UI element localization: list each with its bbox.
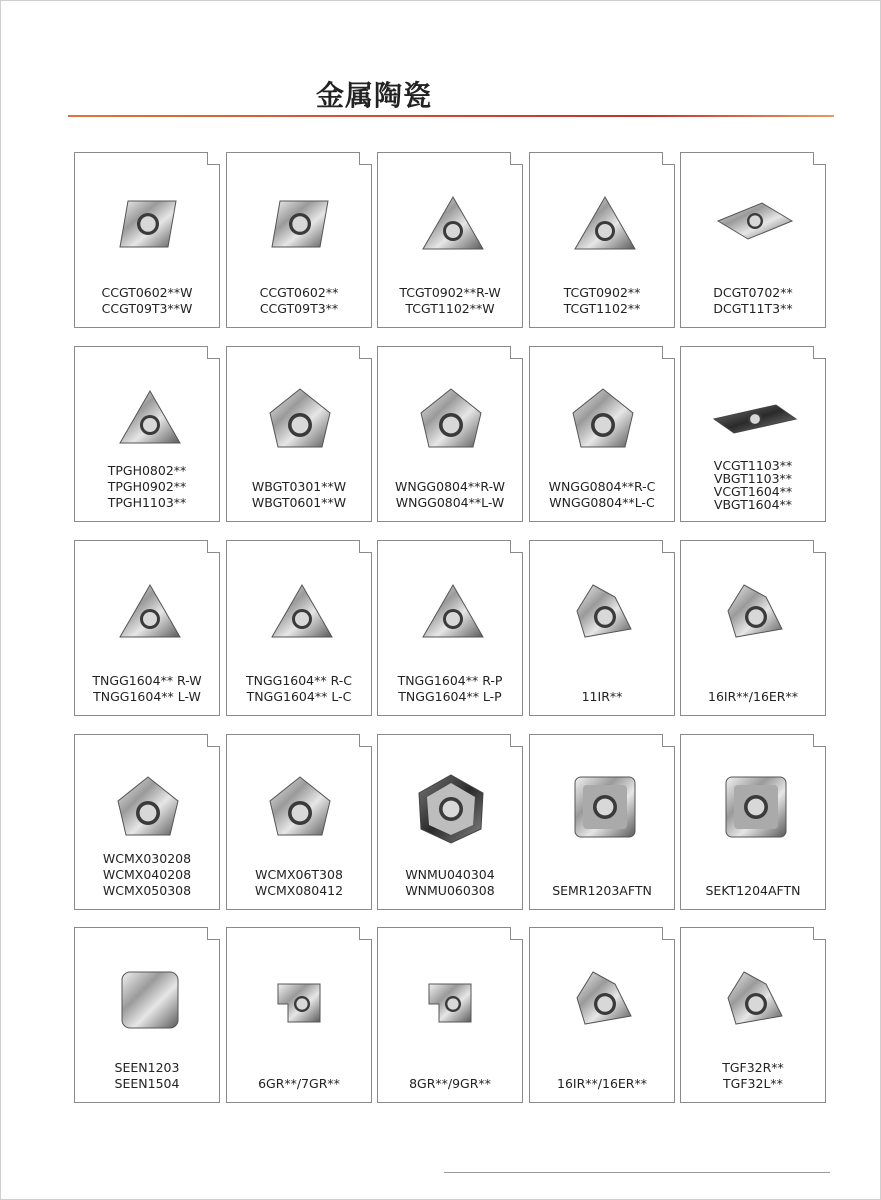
product-code: TNGG1604** L-C [246,689,352,704]
triangle-insert-icon [250,567,350,657]
product-code: WNGG0804**L-C [549,495,655,510]
product-code: 16IR**/16ER** [557,1076,647,1091]
trigon-insert-icon [553,373,653,463]
product-codes [75,463,219,511]
product-code: TCGT0902**R-W [399,285,501,300]
rhombic-55-insert-icon [704,179,804,269]
product-card [377,734,523,910]
product-codes [227,479,371,511]
hexagon-insert-icon [401,761,501,851]
product-card [226,540,372,716]
product-card [529,927,675,1103]
product-code: CCGT0602** [259,285,339,300]
product-card [74,152,220,328]
product-card [680,927,826,1103]
product-codes [75,285,219,317]
threading-insert-icon [553,954,653,1044]
product-code: CCGT09T3** [259,301,339,316]
product-code: WBGT0601**W [251,495,347,510]
product-card [377,346,523,522]
product-codes [530,479,674,511]
threading-insert-icon [704,954,804,1044]
product-codes [530,1076,674,1092]
product-code: DCGT11T3** [713,301,793,316]
product-codes [227,285,371,317]
product-code: DCGT0702** [713,285,793,300]
product-card [529,734,675,910]
product-codes [681,285,825,317]
product-code: WNMU060308 [405,883,495,898]
product-card [226,346,372,522]
product-codes [378,479,522,511]
product-codes [227,867,371,899]
product-codes [75,1060,219,1092]
rhombic-80-insert-icon [98,179,198,269]
product-codes [378,673,522,705]
product-code: WCMX040208 [102,867,192,882]
product-codes [227,673,371,705]
product-code: TNGG1604** R-P [397,673,503,688]
rhombic-80-insert-icon [250,179,350,269]
product-codes [378,1076,522,1092]
triangle-insert-icon [98,373,198,463]
product-code: SEEN1504 [114,1076,180,1091]
grooving-insert-icon [401,954,501,1044]
product-code: VBGT1103** [713,471,793,486]
product-code: TGF32L** [723,1076,783,1091]
product-codes [681,689,825,705]
rhombic-35-insert-icon [704,373,804,463]
product-code: SEEN1203 [114,1060,180,1075]
product-code: TGF32R** [722,1060,784,1075]
product-code: TNGG1604** R-C [245,673,353,688]
triangle-insert-icon [553,179,653,269]
grooving-insert-icon [250,954,350,1044]
product-code: VCGT1604** [713,484,793,499]
product-codes [530,689,674,705]
product-codes [530,883,674,899]
product-code: CCGT0602**W [101,285,193,300]
product-card [529,152,675,328]
product-code: WCMX06T308 [255,867,343,882]
product-codes [681,883,825,899]
square-plain-insert-icon [98,954,198,1044]
product-code: WNGG0804**L-W [395,495,505,510]
square-insert-icon [704,761,804,851]
trigon-insert-icon [250,373,350,463]
product-card [74,734,220,910]
product-card [226,927,372,1103]
product-code: WCMX030208 [102,851,192,866]
product-card [226,734,372,910]
footer-divider [444,1172,830,1173]
product-codes [681,1060,825,1092]
product-code: TCGT0902** [563,285,641,300]
product-card [529,540,675,716]
page-title: 金属陶瓷 [316,79,433,112]
product-codes [75,673,219,705]
triangle-insert-icon [401,567,501,657]
product-codes [75,851,219,899]
product-code: WNGG0804**R-W [395,479,505,494]
product-code: WNGG0804**R-C [548,479,656,494]
trigon-insert-icon [98,761,198,851]
product-codes [378,867,522,899]
product-card [377,927,523,1103]
triangle-insert-icon [98,567,198,657]
product-card [74,540,220,716]
title-underline [68,115,834,117]
triangle-insert-icon [401,179,501,269]
product-code: TNGG1604** L-W [93,689,201,704]
product-code: TCGT1102** [563,301,641,316]
product-code: SEKT1204AFTN [705,883,801,898]
product-code: TPGH0902** [107,479,187,494]
product-card [680,152,826,328]
product-code: WCMX050308 [102,883,192,898]
trigon-insert-icon [250,761,350,851]
product-code: 8GR**/9GR** [409,1076,491,1091]
threading-insert-icon [704,567,804,657]
product-code: SEMR1203AFTN [552,883,652,898]
product-card [74,346,220,522]
product-code: WCMX080412 [254,883,344,898]
product-code: CCGT09T3**W [101,301,193,316]
product-card [680,734,826,910]
product-code: TCGT1102**W [405,301,495,316]
product-codes [378,285,522,317]
product-codes [227,1076,371,1092]
product-code: VCGT1103** [713,458,793,473]
product-code: WNMU040304 [405,867,495,882]
product-code: TPGH1103** [107,495,187,510]
product-code: TNGG1604** R-W [92,673,202,688]
product-card [377,540,523,716]
product-code: VBGT1604** [713,497,793,512]
product-card [680,346,826,522]
product-card [680,540,826,716]
trigon-insert-icon [401,373,501,463]
product-card [377,152,523,328]
product-codes [681,459,825,511]
square-insert-icon [553,761,653,851]
product-code: 11IR** [581,689,623,704]
product-code: TNGG1604** L-P [398,689,502,704]
product-code: TPGH0802** [107,463,187,478]
threading-insert-icon [553,567,653,657]
product-codes [530,285,674,317]
product-code: 6GR**/7GR** [258,1076,340,1091]
product-card [74,927,220,1103]
product-card [529,346,675,522]
product-code: WBGT0301**W [251,479,347,494]
product-code: 16IR**/16ER** [708,689,798,704]
product-card [226,152,372,328]
